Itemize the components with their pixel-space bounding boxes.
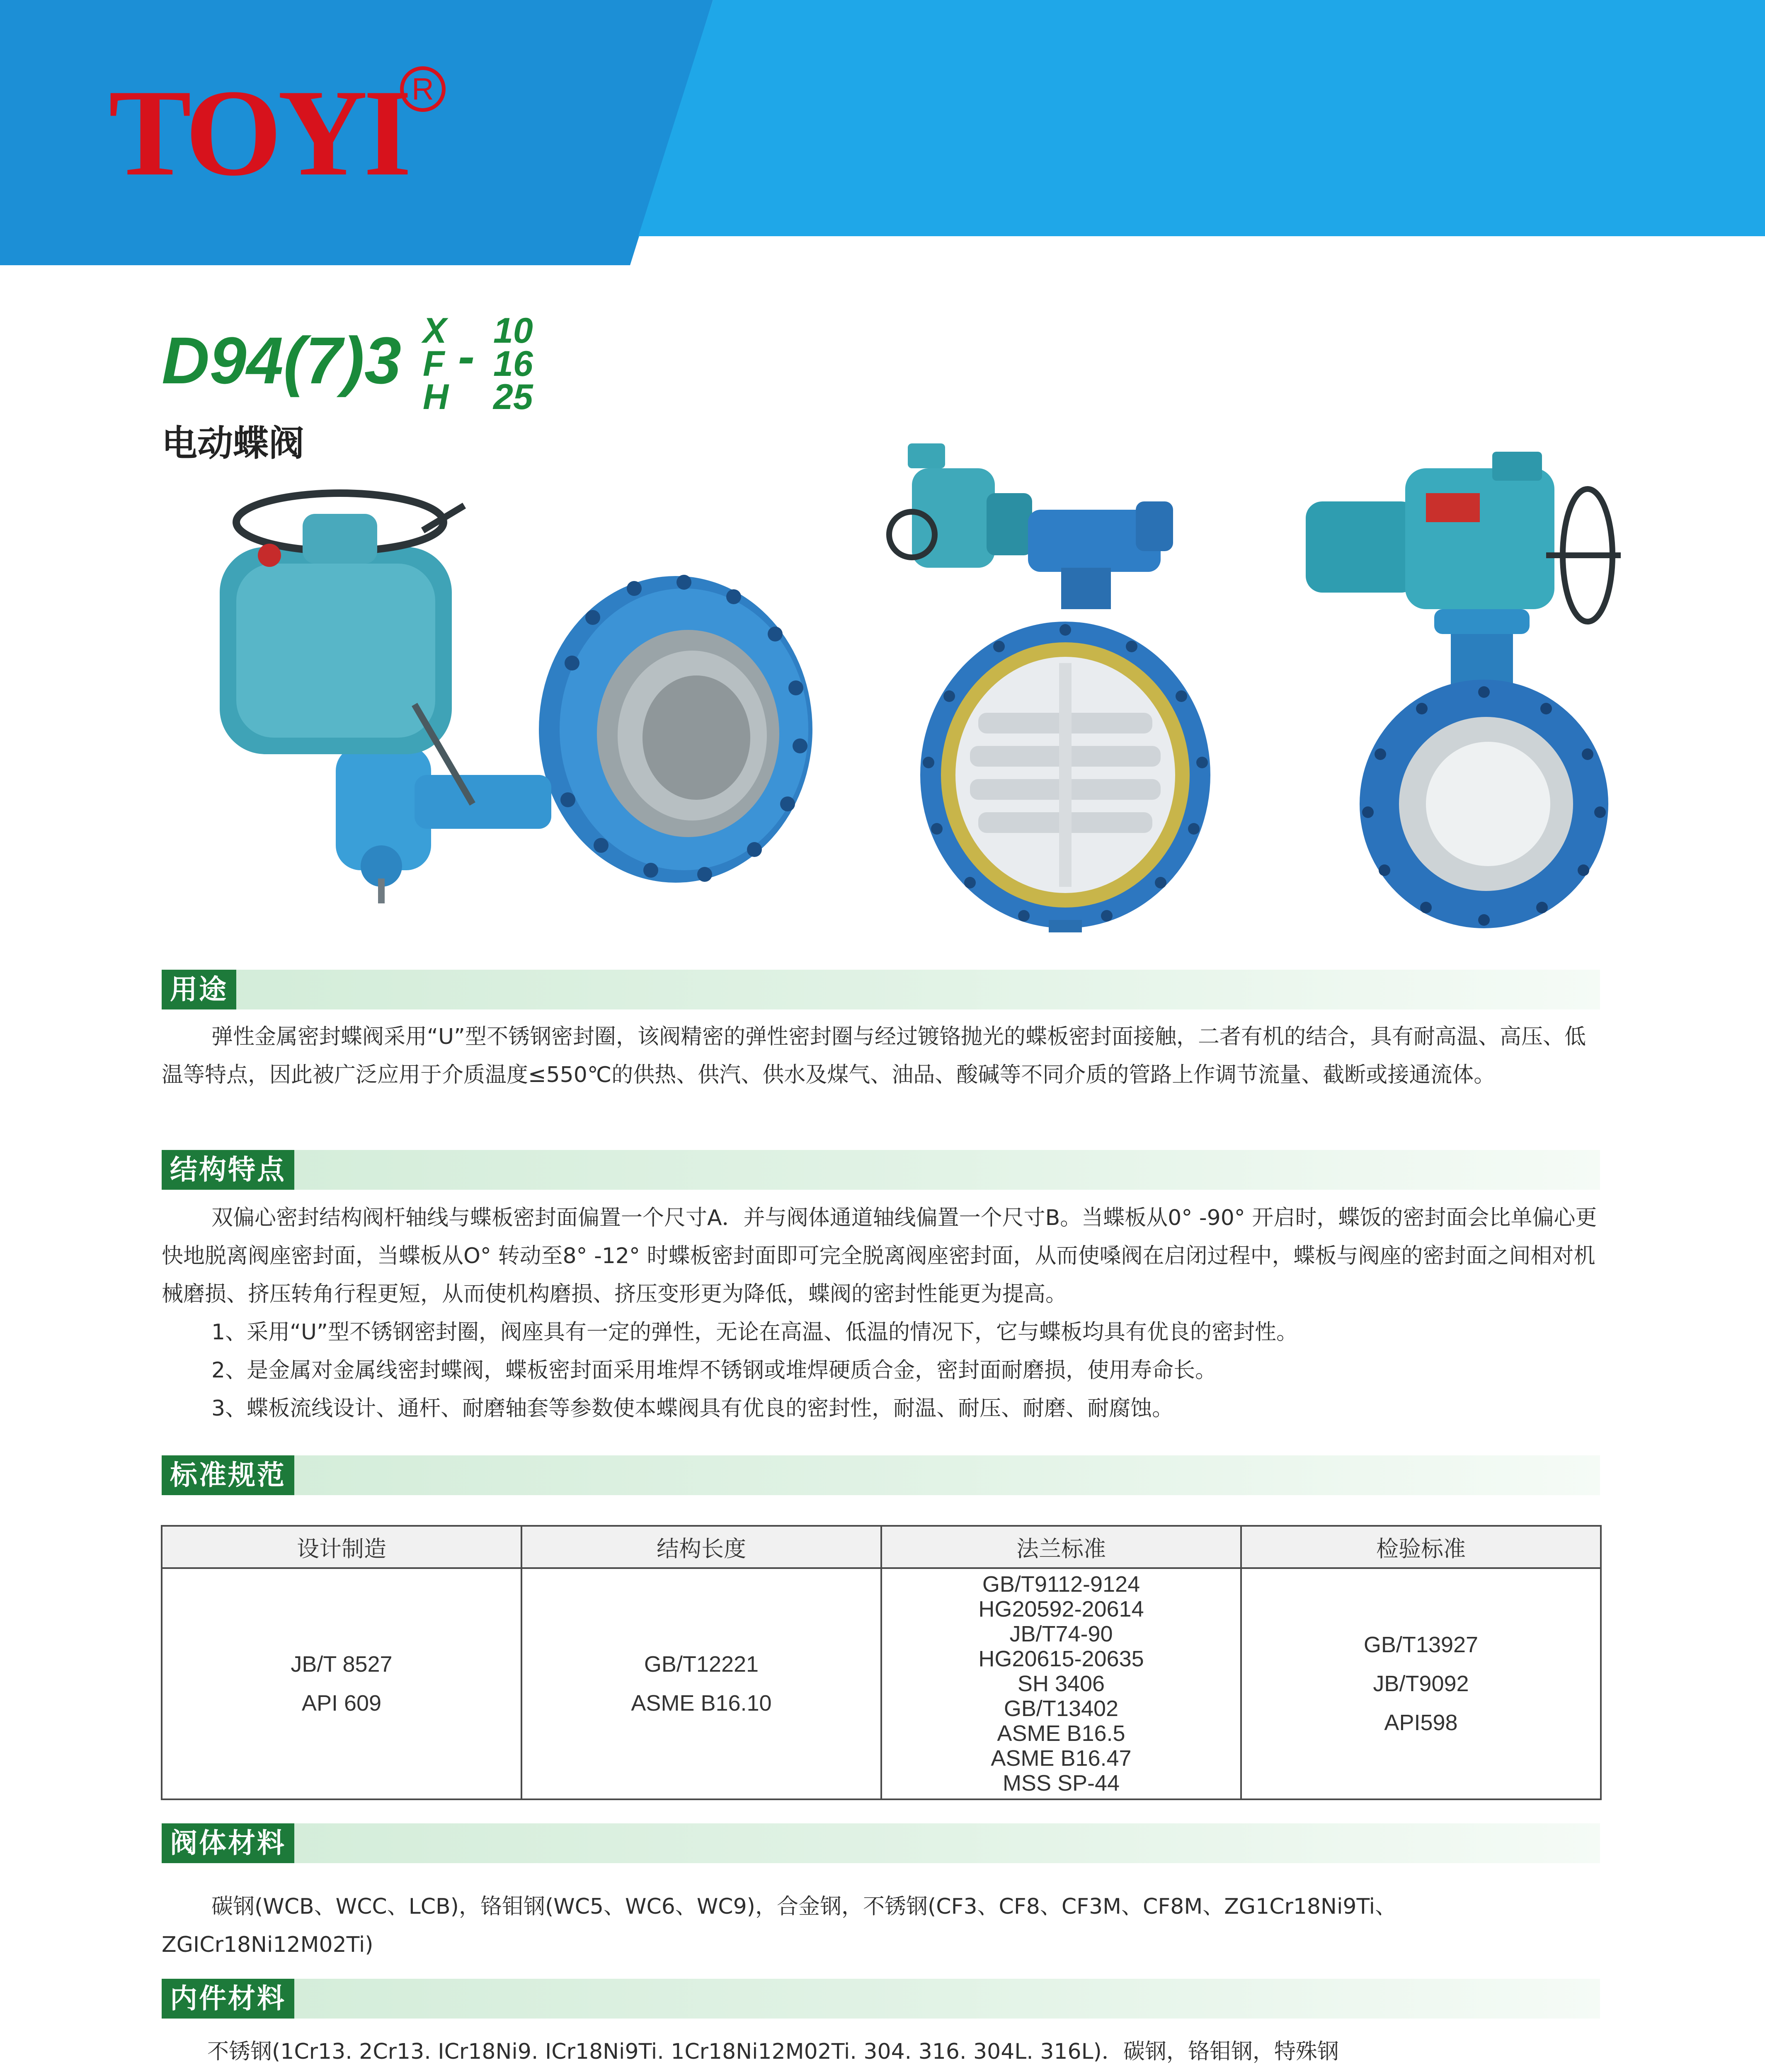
standard-item: JB/T74-90 (1009, 1622, 1113, 1646)
model-pressure-25: 25 (493, 377, 533, 417)
standard-item: GB/T13927 (1363, 1632, 1479, 1657)
model-pressure-16: 16 (493, 344, 533, 384)
standard-item: ASME B16.5 (997, 1721, 1125, 1746)
section-trim-material-bar (162, 1979, 1600, 2019)
section-structure-bar (162, 1150, 1600, 1190)
section-standards-bar (162, 1455, 1600, 1495)
body-material-text (162, 1888, 1604, 1964)
valve-photo-front-view (875, 431, 1231, 932)
standard-item: ASME B16.47 (991, 1746, 1132, 1771)
column-header-design: 设计制造 (162, 1526, 521, 1568)
model-seal-f: F (423, 344, 445, 384)
standard-item: HG20592-20614 (978, 1597, 1144, 1622)
standards-table (161, 1525, 1602, 1800)
standard-item: GB/T9112-9124 (982, 1572, 1140, 1597)
standard-item: SH 3406 (1017, 1671, 1105, 1696)
structure-point-3: 3、蝶板流线设计、通杆、耐磨轴套等参数使本蝶阀具有优良的密封性，耐温、耐压、耐磨、耐腐蚀。 (211, 1396, 1174, 1421)
usage-text (162, 1018, 1604, 1094)
cell-inspection (1241, 1568, 1601, 1799)
standard-item: MSS SP-44 (1002, 1771, 1120, 1796)
section-usage-heading: 用途 (162, 970, 236, 1009)
section-body-material-heading: 阀体材料 (162, 1823, 294, 1863)
structure-text (162, 1199, 1604, 1428)
section-structure-heading: 结构特点 (162, 1150, 294, 1190)
structure-point-2: 2、是金属对金属线密封蝶阀，蝶板密封面采用堆焊不锈钢或堆焊硬质合金，密封面耐磨损，使用寿命长。 (211, 1358, 1217, 1383)
body-material-paragraph: 碳钢(WCB、WCC、LCB)，铬钼钢(WC5、WC6、WC9)，合金钢，不锈钢(CF3、CF8、CF3M、CF8M、ZG1Cr18Ni9Ti、ZGICr18Ni12M02Ti) (162, 1894, 1397, 1957)
valve-photo-side-view (207, 481, 821, 916)
column-header-flange: 法兰标准 (881, 1526, 1241, 1568)
model-code: D94(7)3 (162, 323, 402, 397)
section-standards-heading: 标准规范 (162, 1455, 294, 1495)
model-dash: - (458, 329, 475, 384)
registered-mark: R (400, 66, 446, 112)
column-header-inspection: 检验标准 (1241, 1526, 1601, 1568)
standard-item: HG20615-20635 (978, 1646, 1144, 1671)
brand-logo: TOYI (109, 64, 408, 201)
usage-paragraph: 弹性金属密封蝶阀采用“U”型不锈钢密封圈，该阀精密的弹性密封圈与经过镀铬抛光的蝶板密封面接触，二者有机的结合，具有耐高温、高压、低温等特点，因此被广泛应用于介质温度≤550℃的供热、供汽、供水及煤气、油品、酸碱等不同介质的管路上作调节流量、截断或接通流体。 (162, 1024, 1586, 1087)
cell-design (162, 1568, 521, 1799)
product-name: 电动蝶阀 (162, 423, 304, 464)
trim-material-paragraph: 不锈钢(1Cr13. 2Cr13. ICr18Ni9. ICr18Ni9Ti. 1Cr18Ni12M02Ti. 304. 316. 304L. 316L)．碳钢，铬钼钢，特殊钢 (207, 2039, 1339, 2064)
structure-point-1: 1、采用“U”型不锈钢密封圈，阀座具有一定的弹性，无论在高温、低温的情况下，它与蝶板均具有优良的密封性。 (211, 1320, 1298, 1345)
cell-length (521, 1568, 881, 1799)
standard-item: API598 (1384, 1710, 1458, 1735)
standard-item: GB/T13402 (1004, 1696, 1119, 1721)
valve-photo-actuator-view (1297, 435, 1679, 932)
model-seal-h: H (423, 377, 449, 417)
trim-material-text (162, 2033, 1604, 2071)
standard-item: ASME B16.10 (631, 1691, 772, 1716)
model-pressure-10: 10 (493, 311, 533, 351)
cell-flange (881, 1568, 1241, 1799)
section-body-material-bar (162, 1823, 1600, 1863)
structure-intro: 双偏心密封结构阀杆轴线与蝶板密封面偏置一个尺寸A．并与阀体通道轴线偏置一个尺寸B。当蝶板从0° -90° 开启时，蝶饭的密封面会比单偏心更快地脱离阀座密封面，当蝶板从O° 转动至8° -12° 时蝶板密封面即可完全脱离阀座密封面，从而使嗓阀在启闭过程中，蝶板与阀座的密封面之间相对机械磨损、挤压转角行程更短，从而使机构磨损、挤压变形更为降低，蝶阀的密封性能更为提高。 (162, 1205, 1597, 1307)
standard-item: API 609 (301, 1691, 382, 1716)
standard-item: JB/T9092 (1373, 1671, 1469, 1696)
section-usage-bar (162, 970, 1600, 1009)
standard-item: JB/T 8527 (291, 1652, 393, 1677)
section-trim-material-heading: 内件材料 (162, 1979, 294, 2019)
standard-item: GB/T12221 (644, 1652, 759, 1677)
column-header-length: 结构长度 (521, 1526, 881, 1568)
model-seal-x: X (423, 311, 447, 351)
